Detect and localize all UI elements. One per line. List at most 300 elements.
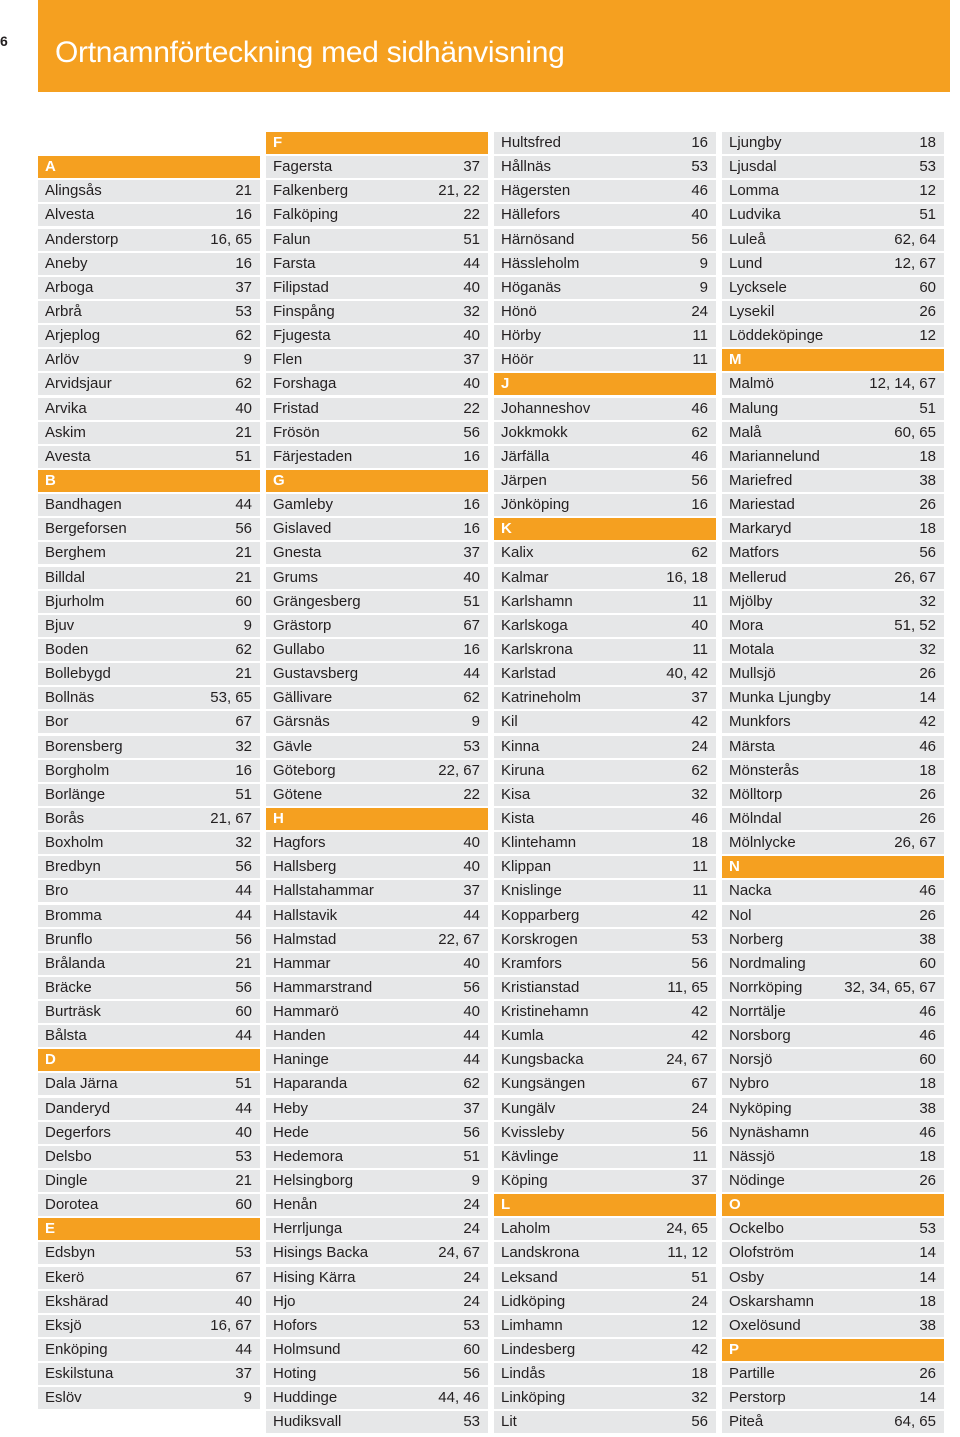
- place-name: Limhamn: [501, 1316, 563, 1334]
- place-entry: [494, 1315, 716, 1337]
- page-references: 56: [235, 930, 252, 948]
- place-name: Jokkmokk: [501, 423, 568, 441]
- page-references: 26: [919, 1365, 936, 1383]
- place-name: Edsbyn: [45, 1244, 96, 1262]
- place-entry: [266, 156, 488, 178]
- page-references: 32: [691, 785, 708, 803]
- place-entry: [722, 784, 944, 806]
- page-references: 53: [919, 1220, 936, 1238]
- place-entry: [722, 542, 944, 564]
- place-name: Ludvika: [729, 206, 781, 224]
- page-references: 21: [235, 665, 252, 683]
- page-references: 51: [919, 399, 936, 417]
- place-name: Ljusdal: [729, 158, 777, 176]
- place-name: Mullsjö: [729, 665, 776, 683]
- place-name: Hisings Backa: [273, 1244, 369, 1262]
- page-references: 21: [235, 423, 252, 441]
- page-references: 16: [463, 496, 480, 514]
- place-entry: [722, 639, 944, 661]
- place-entry: [266, 253, 488, 275]
- place-entry: [266, 349, 488, 371]
- page-references: 60: [235, 1196, 252, 1214]
- page-references: 18: [919, 447, 936, 465]
- place-entry: [494, 760, 716, 782]
- page-references: 51: [919, 206, 936, 224]
- place-entry: [722, 832, 944, 854]
- page-references: 32: [919, 592, 936, 610]
- place-entry: [266, 542, 488, 564]
- page-references: 24: [691, 1099, 708, 1117]
- place-entry: [266, 373, 488, 395]
- place-entry: [494, 929, 716, 951]
- page-references: 46: [691, 447, 708, 465]
- place-entry: [722, 1025, 944, 1047]
- page-references: 37: [691, 689, 708, 707]
- page-references: 44: [235, 906, 252, 924]
- place-name: Brålanda: [45, 954, 106, 972]
- place-entry: [722, 929, 944, 951]
- place-entry: [722, 204, 944, 226]
- place-entry: [38, 591, 260, 613]
- place-name: Henån: [273, 1196, 318, 1214]
- place-name: Bräcke: [45, 978, 92, 996]
- place-name: Nödinge: [729, 1172, 785, 1190]
- index-column-4: [722, 132, 944, 1436]
- place-entry: [494, 1218, 716, 1240]
- place-name: Eskilstuna: [45, 1365, 114, 1383]
- place-entry: [266, 856, 488, 878]
- place-entry: [38, 253, 260, 275]
- page-references: 21: [235, 1172, 252, 1190]
- place-entry: [266, 1049, 488, 1071]
- page-references: 22, 67: [438, 930, 480, 948]
- page-references: 46: [919, 882, 936, 900]
- place-entry: [722, 398, 944, 420]
- place-name: Hultsfred: [501, 134, 562, 151]
- page-references: 9: [471, 1172, 480, 1190]
- index-column-2: [266, 132, 488, 1436]
- page-references: 32: [463, 302, 480, 320]
- place-entry: [266, 953, 488, 975]
- page-references: 44: [235, 1027, 252, 1045]
- place-entry: [38, 1170, 260, 1192]
- place-name: Grums: [273, 568, 318, 586]
- letter-heading: [38, 156, 260, 178]
- page-references: 46: [919, 1003, 936, 1021]
- place-name: Boxholm: [45, 834, 104, 852]
- place-entry: [38, 1363, 260, 1385]
- place-entry: [494, 494, 716, 516]
- place-entry: [38, 856, 260, 878]
- place-entry: [722, 1073, 944, 1095]
- place-entry: [38, 229, 260, 251]
- place-name: Katrineholm: [501, 689, 582, 707]
- page-references: 62: [235, 640, 252, 658]
- place-entry: [38, 1291, 260, 1313]
- page-references: 44: [463, 254, 480, 272]
- place-entry: [38, 687, 260, 709]
- place-name: Gamleby: [273, 496, 334, 514]
- place-entry: [266, 1025, 488, 1047]
- page-references: 22: [463, 399, 480, 417]
- place-entry: [266, 1387, 488, 1409]
- place-name: Hoting: [273, 1365, 317, 1383]
- place-name: Nyköping: [729, 1099, 792, 1117]
- place-entry: [266, 880, 488, 902]
- place-entry: [266, 1291, 488, 1313]
- page-references: 53, 65: [210, 689, 252, 707]
- page-references: 46: [691, 399, 708, 417]
- place-name: Mellerud: [729, 568, 787, 586]
- place-name: Arjeplog: [45, 327, 101, 345]
- page-references: 11: [692, 858, 708, 876]
- page-references: 56: [691, 1413, 708, 1431]
- place-name: Gullabo: [273, 640, 325, 658]
- place-entry: [266, 977, 488, 999]
- page-references: 11: [692, 592, 708, 610]
- page-references: 62: [235, 375, 252, 393]
- place-name: Mönsterås: [729, 761, 800, 779]
- place-name: Boden: [45, 640, 89, 658]
- page-references: 40: [235, 1292, 252, 1310]
- place-entry: [38, 1146, 260, 1168]
- page-references: 12, 14, 67: [869, 375, 936, 393]
- place-name: Grängesberg: [273, 592, 361, 610]
- place-name: Arvika: [45, 399, 87, 417]
- place-name: Danderyd: [45, 1099, 111, 1117]
- page-references: 56: [463, 1365, 480, 1383]
- place-name: Norberg: [729, 930, 784, 948]
- place-name: Mölltorp: [729, 785, 783, 803]
- page-references: 51: [235, 447, 252, 465]
- letter-heading: [722, 1194, 944, 1216]
- place-name: Hofors: [273, 1316, 318, 1334]
- place-name: Grästorp: [273, 616, 332, 634]
- place-entry: [38, 736, 260, 758]
- place-entry: [494, 1387, 716, 1409]
- place-entry: [494, 953, 716, 975]
- place-entry: [722, 711, 944, 733]
- place-entry: [494, 784, 716, 806]
- place-name: Piteå: [729, 1413, 764, 1431]
- place-name: Bergeforsen: [45, 520, 127, 538]
- place-name: Alvesta: [45, 206, 95, 224]
- page-references: 53: [235, 1147, 252, 1165]
- place-entry: [722, 229, 944, 251]
- page-references: 22, 67: [438, 761, 480, 779]
- page-references: 26: [919, 302, 936, 320]
- page-references: 9: [699, 254, 708, 272]
- page-references: 24: [691, 737, 708, 755]
- place-name: Frösön: [273, 423, 320, 441]
- place-name: Huddinge: [273, 1389, 338, 1407]
- page-references: 51: [463, 230, 480, 248]
- page-references: 12, 67: [894, 254, 936, 272]
- page-references: 40: [235, 399, 252, 417]
- place-entry: [494, 856, 716, 878]
- place-entry: [722, 905, 944, 927]
- place-name: Bjurholm: [45, 592, 105, 610]
- place-entry: [38, 1098, 260, 1120]
- place-entry: [494, 663, 716, 685]
- place-name: Filipstad: [273, 278, 329, 296]
- title-banner: [38, 0, 950, 92]
- page-references: 26: [919, 785, 936, 803]
- place-name: Gällivare: [273, 689, 333, 707]
- page-references: 32: [235, 737, 252, 755]
- letter-heading: [722, 349, 944, 371]
- page-references: 32: [691, 1389, 708, 1407]
- place-entry: [494, 1049, 716, 1071]
- letter-heading-label: B: [45, 471, 56, 489]
- place-entry: [494, 398, 716, 420]
- place-name: Färjestaden: [273, 447, 353, 465]
- place-name: Klippan: [501, 858, 552, 876]
- page-references: 40, 42: [666, 665, 708, 683]
- place-name: Bor: [45, 713, 69, 731]
- place-name: Flen: [273, 351, 303, 369]
- place-entry: [494, 470, 716, 492]
- place-entry: [266, 687, 488, 709]
- page-references: 53: [919, 158, 936, 176]
- page-references: 32, 34, 65, 67: [844, 978, 936, 996]
- letter-heading: [722, 856, 944, 878]
- page-references: 51: [691, 1268, 708, 1286]
- place-entry: [722, 325, 944, 347]
- place-entry: [722, 591, 944, 613]
- place-entry: [494, 204, 716, 226]
- page-references: 26: [919, 665, 936, 683]
- place-name: Hällefors: [501, 206, 561, 224]
- place-name: Bromma: [45, 906, 102, 924]
- page-references: 26: [919, 906, 936, 924]
- page-references: 16: [463, 640, 480, 658]
- place-entry: [266, 229, 488, 251]
- page-references: 56: [235, 858, 252, 876]
- place-name: Alingsås: [45, 182, 102, 200]
- place-name: Leksand: [501, 1268, 558, 1286]
- place-name: Järfälla: [501, 447, 550, 465]
- page-references: 16: [691, 496, 708, 514]
- place-entry: [494, 156, 716, 178]
- page-references: 37: [463, 544, 480, 562]
- page-references: 62: [691, 761, 708, 779]
- place-entry: [38, 953, 260, 975]
- place-entry: [722, 1049, 944, 1071]
- place-name: Bandhagen: [45, 496, 122, 514]
- page-references: 44: [235, 496, 252, 514]
- page-references: 53: [691, 930, 708, 948]
- page-references: 18: [919, 520, 936, 538]
- place-entry: [494, 1073, 716, 1095]
- place-name: Burträsk: [45, 1003, 101, 1021]
- place-entry: [494, 1146, 716, 1168]
- place-name: Hägersten: [501, 182, 571, 200]
- page-references: 16, 67: [210, 1316, 252, 1334]
- place-entry: [266, 446, 488, 468]
- place-entry: [38, 1267, 260, 1289]
- place-entry: [266, 639, 488, 661]
- place-name: Hjo: [273, 1292, 296, 1310]
- place-entry: [38, 663, 260, 685]
- page-references: 42: [691, 1003, 708, 1021]
- page-references: 67: [691, 1075, 708, 1093]
- place-name: Kristinehamn: [501, 1003, 589, 1021]
- page-references: 60: [919, 278, 936, 296]
- place-name: Hörby: [501, 327, 542, 345]
- letter-heading-label: F: [273, 134, 283, 151]
- place-entry: [38, 1194, 260, 1216]
- place-entry: [494, 711, 716, 733]
- page-references: 42: [691, 713, 708, 731]
- place-entry: [722, 422, 944, 444]
- place-name: Mjölby: [729, 592, 773, 610]
- place-entry: [722, 1098, 944, 1120]
- page-references: 40: [463, 954, 480, 972]
- page-references: 44: [463, 906, 480, 924]
- place-entry: [38, 373, 260, 395]
- place-name: Lit: [501, 1413, 517, 1431]
- place-name: Haparanda: [273, 1075, 348, 1093]
- place-entry: [722, 663, 944, 685]
- place-entry: [38, 832, 260, 854]
- place-name: Ljungby: [729, 134, 782, 151]
- letter-heading-label: A: [45, 158, 56, 176]
- place-entry: [266, 663, 488, 685]
- place-name: Askim: [45, 423, 86, 441]
- page-references: 37: [235, 1365, 252, 1383]
- place-name: Mariannelund: [729, 447, 820, 465]
- letter-heading-label: E: [45, 1220, 56, 1238]
- place-name: Göteborg: [273, 761, 336, 779]
- page-references: 62: [463, 1075, 480, 1093]
- page-references: 24: [463, 1292, 480, 1310]
- page-references: 53: [463, 1316, 480, 1334]
- place-entry: [722, 736, 944, 758]
- letter-heading: [266, 808, 488, 830]
- place-entry: [494, 1170, 716, 1192]
- place-name: Kvissleby: [501, 1123, 565, 1141]
- page-references: 11: [692, 351, 708, 369]
- place-entry: [494, 253, 716, 275]
- place-name: Borlänge: [45, 785, 106, 803]
- place-name: Bjuv: [45, 616, 75, 634]
- page-references: 56: [235, 978, 252, 996]
- place-name: Kisa: [501, 785, 531, 803]
- page-references: 9: [471, 713, 480, 731]
- place-name: Mölnlycke: [729, 834, 796, 852]
- place-name: Herrljunga: [273, 1220, 343, 1238]
- place-entry: [266, 301, 488, 323]
- page-references: 46: [919, 1123, 936, 1141]
- page-references: 26, 67: [894, 834, 936, 852]
- place-entry: [494, 615, 716, 637]
- letter-heading-label: H: [273, 809, 284, 827]
- page-references: 11, 65: [667, 978, 708, 996]
- place-name: Dala Järna: [45, 1075, 118, 1093]
- page-references: 24, 67: [666, 1051, 708, 1069]
- page-references: 18: [919, 1075, 936, 1093]
- page-references: 44: [463, 1051, 480, 1069]
- page-references: 60: [463, 1341, 480, 1359]
- place-entry: [266, 1315, 488, 1337]
- place-entry: [494, 229, 716, 251]
- place-entry: [266, 1098, 488, 1120]
- place-name: Bålsta: [45, 1027, 87, 1045]
- page-references: 56: [235, 520, 252, 538]
- page-references: 44: [235, 882, 252, 900]
- page-references: 26, 67: [894, 568, 936, 586]
- place-name: Karlskoga: [501, 616, 568, 634]
- place-entry: [266, 929, 488, 951]
- place-name: Köping: [501, 1172, 548, 1190]
- place-entry: [38, 639, 260, 661]
- place-entry: [722, 1170, 944, 1192]
- place-entry: [266, 591, 488, 613]
- place-name: Bollnäs: [45, 689, 95, 707]
- place-name: Hammarstrand: [273, 978, 373, 996]
- place-name: Falköping: [273, 206, 339, 224]
- page-title: Ortnamnförteckning med sidhänvisning: [55, 36, 565, 69]
- place-name: Hammarö: [273, 1003, 339, 1021]
- page-references: 24: [463, 1268, 480, 1286]
- place-name: Degerfors: [45, 1123, 111, 1141]
- place-entry: [38, 905, 260, 927]
- place-name: Heby: [273, 1099, 309, 1117]
- place-entry: [266, 1339, 488, 1361]
- place-entry: [722, 1122, 944, 1144]
- page-references: 21: [235, 544, 252, 562]
- place-entry: [722, 446, 944, 468]
- page-references: 60: [919, 954, 936, 972]
- page-references: 21, 67: [210, 809, 252, 827]
- place-name: Kinna: [501, 737, 540, 755]
- place-entry: [266, 277, 488, 299]
- page-references: 24, 67: [438, 1244, 480, 1262]
- place-entry: [722, 1291, 944, 1313]
- place-name: Oxelösund: [729, 1316, 801, 1334]
- place-name: Kungsbacka: [501, 1051, 584, 1069]
- place-entry: [266, 1122, 488, 1144]
- page-references: 46: [691, 182, 708, 200]
- place-entry: [494, 832, 716, 854]
- place-entry: [266, 832, 488, 854]
- page-references: 53: [463, 737, 480, 755]
- place-name: Munkfors: [729, 713, 791, 731]
- place-name: Karlshamn: [501, 592, 573, 610]
- page-references: 40: [691, 616, 708, 634]
- place-name: Oskarshamn: [729, 1292, 815, 1310]
- column-spacer: [38, 132, 260, 154]
- place-entry: [38, 446, 260, 468]
- place-entry: [266, 905, 488, 927]
- page-references: 14: [919, 1268, 936, 1286]
- place-name: Malmö: [729, 375, 775, 393]
- place-name: Lysekil: [729, 302, 775, 320]
- page-references: 56: [691, 471, 708, 489]
- page-references: 32: [919, 640, 936, 658]
- place-entry: [494, 180, 716, 202]
- place-name: Kil: [501, 713, 518, 731]
- place-name: Höör: [501, 351, 534, 369]
- place-name: Anderstorp: [45, 230, 119, 248]
- page-references: 56: [691, 954, 708, 972]
- place-name: Kristianstad: [501, 978, 580, 996]
- place-name: Gnesta: [273, 544, 322, 562]
- place-name: Arbrå: [45, 302, 82, 320]
- page-references: 37: [463, 1099, 480, 1117]
- page-references: 16: [235, 761, 252, 779]
